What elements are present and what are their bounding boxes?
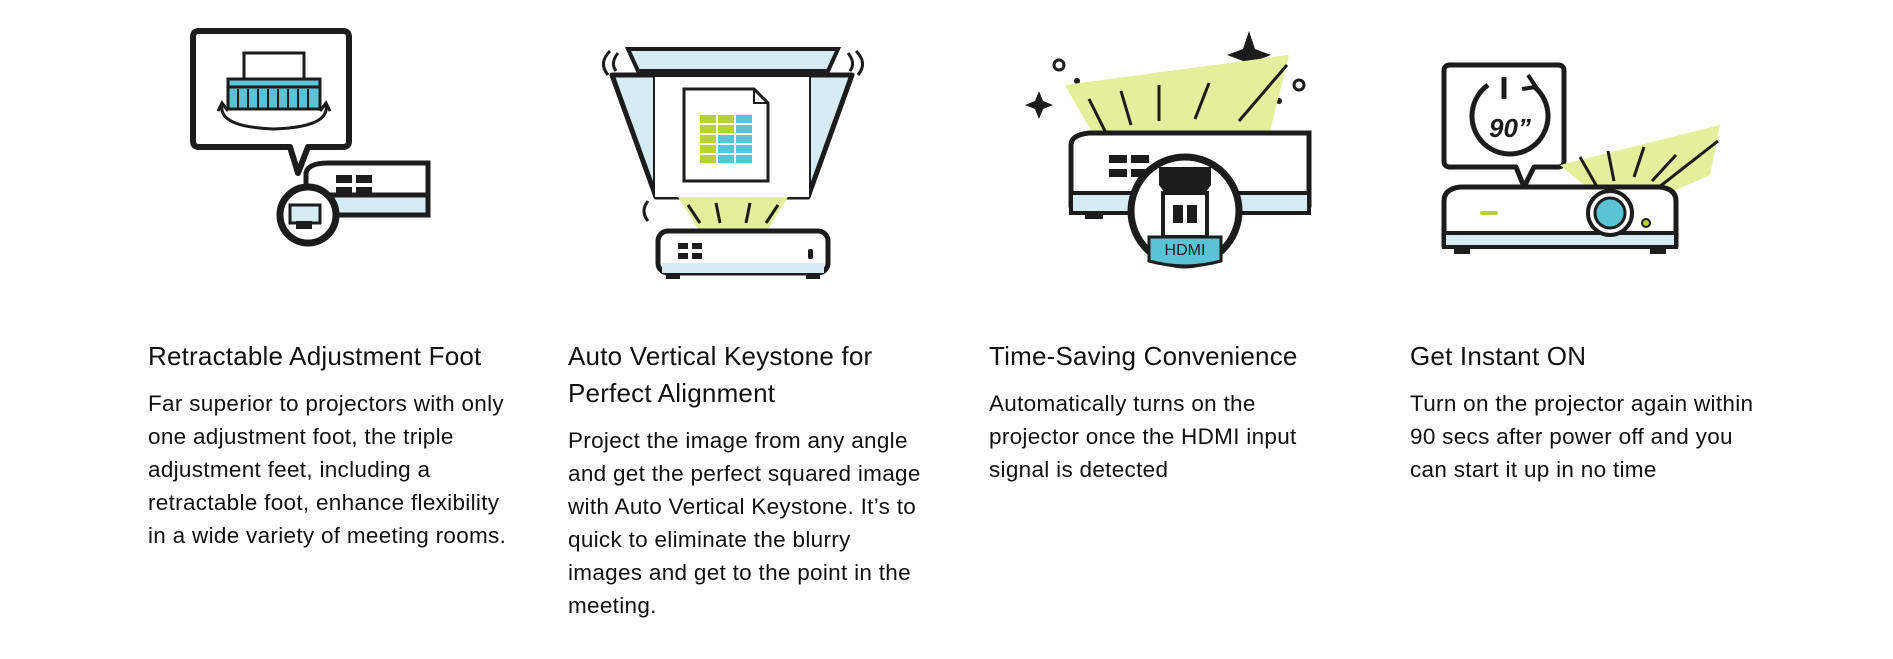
feature-title: Retractable Adjustment Foot: [148, 341, 482, 371]
feature-title: Get Instant ON: [1410, 341, 1587, 371]
hdmi-label: HDMI: [1164, 242, 1206, 259]
feature-description: Automatically turns on the projector once the HDMI input signal is detected: [989, 391, 1297, 482]
feature-title: Time-Saving Convenience: [989, 341, 1298, 371]
feature-description: Turn on the projector again within 90 secs after power off and you can start it up in no time: [1410, 391, 1754, 482]
instant-on-icon: [1420, 25, 1720, 295]
timer-label: 90”: [1489, 113, 1531, 143]
retractable-foot-icon: [178, 25, 478, 295]
feature-description: Far superior to projectors with only one adjustment foot, the triple adjustment feet, including a retractable foot, enhance flexibility in a wide variety of meeting rooms.: [148, 391, 507, 548]
feature-description: Project the image from any angle and get the perfect squared image with Auto Vertical Keystone. It’s to quick to eliminate the blurry images and get to the point in the meeting.: [568, 428, 921, 618]
keystone-icon: [588, 25, 888, 295]
hdmi-icon: [1009, 25, 1309, 295]
feature-title: Auto Vertical Keystone for Perfect Alignment: [568, 341, 873, 408]
